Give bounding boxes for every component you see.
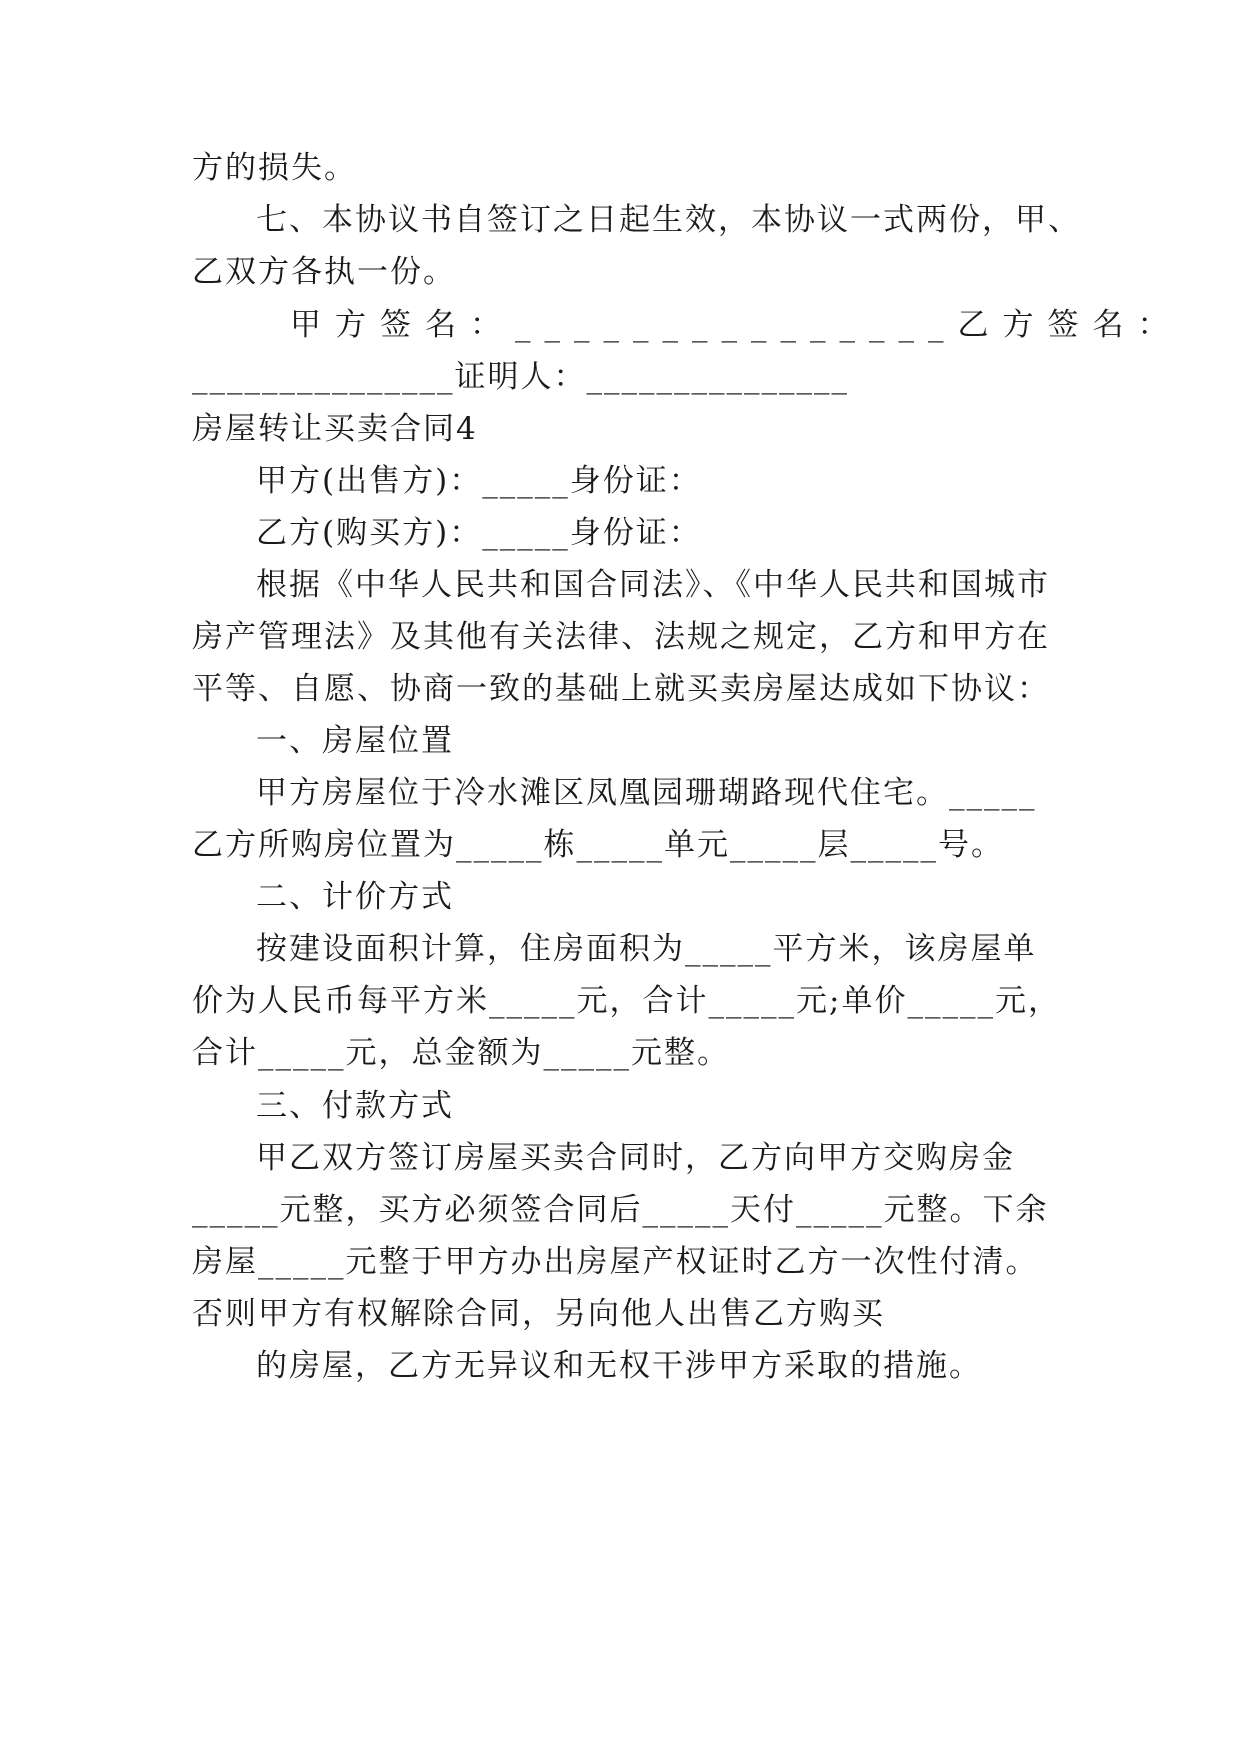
- paragraph-line: 方的损失。: [192, 150, 357, 186]
- clause-seven: 七、本协议书自签订之日起生效，本协议一式两份，甲、: [256, 202, 1081, 238]
- preamble-line: 平等、自愿、协商一致的基础上就买卖房屋达成如下协议：: [192, 671, 1050, 707]
- section-heading-location: 一、房屋位置: [256, 723, 454, 759]
- location-line: 乙方所购房位置为_____栋_____单元_____层_____号。: [192, 827, 1004, 863]
- pricing-line: 价为人民币每平方米_____元，合计_____元;单价_____元，: [192, 983, 1061, 1019]
- paragraph-line: 乙双方各执一份。: [192, 254, 456, 290]
- preamble-line: 房产管理法》及其他有关法律、法规之规定，乙方和甲方在: [192, 619, 1050, 655]
- payment-line: _____元整，买方必须签合同后_____天付_____元整。下余: [192, 1192, 1049, 1228]
- payment-line: 甲乙双方签订房屋买卖合同时，乙方向甲方交购房金: [256, 1140, 1015, 1176]
- section-heading-payment: 三、付款方式: [256, 1088, 454, 1124]
- payment-line: 房屋_____元整于甲方办出房屋产权证时乙方一次性付清。: [192, 1244, 1039, 1280]
- party-b-line: 乙方(购买方)：_____身份证：: [256, 515, 702, 551]
- contract-title: 房屋转让买卖合同4: [192, 411, 478, 447]
- signature-line: 甲方签名：_______________乙方签名：: [290, 307, 1183, 343]
- section-heading-pricing: 二、计价方式: [256, 879, 454, 915]
- payment-line: 否则甲方有权解除合同，另向他人出售乙方购买: [192, 1296, 885, 1332]
- payment-line: 的房屋，乙方无异议和无权干涉甲方采取的措施。: [256, 1348, 982, 1384]
- pricing-line: 合计_____元，总金额为_____元整。: [192, 1035, 730, 1071]
- preamble-line: 根据《中华人民共和国合同法》、《中华人民共和国城市: [256, 567, 1050, 603]
- pricing-line: 按建设面积计算，住房面积为_____平方米，该房屋单: [256, 931, 1037, 967]
- party-a-line: 甲方(出售方)：_____身份证：: [256, 463, 702, 499]
- location-line: 甲方房屋位于冷水滩区凤凰园珊瑚路现代住宅。_____: [256, 775, 1037, 811]
- witness-line: _______________证明人：_______________: [192, 359, 849, 395]
